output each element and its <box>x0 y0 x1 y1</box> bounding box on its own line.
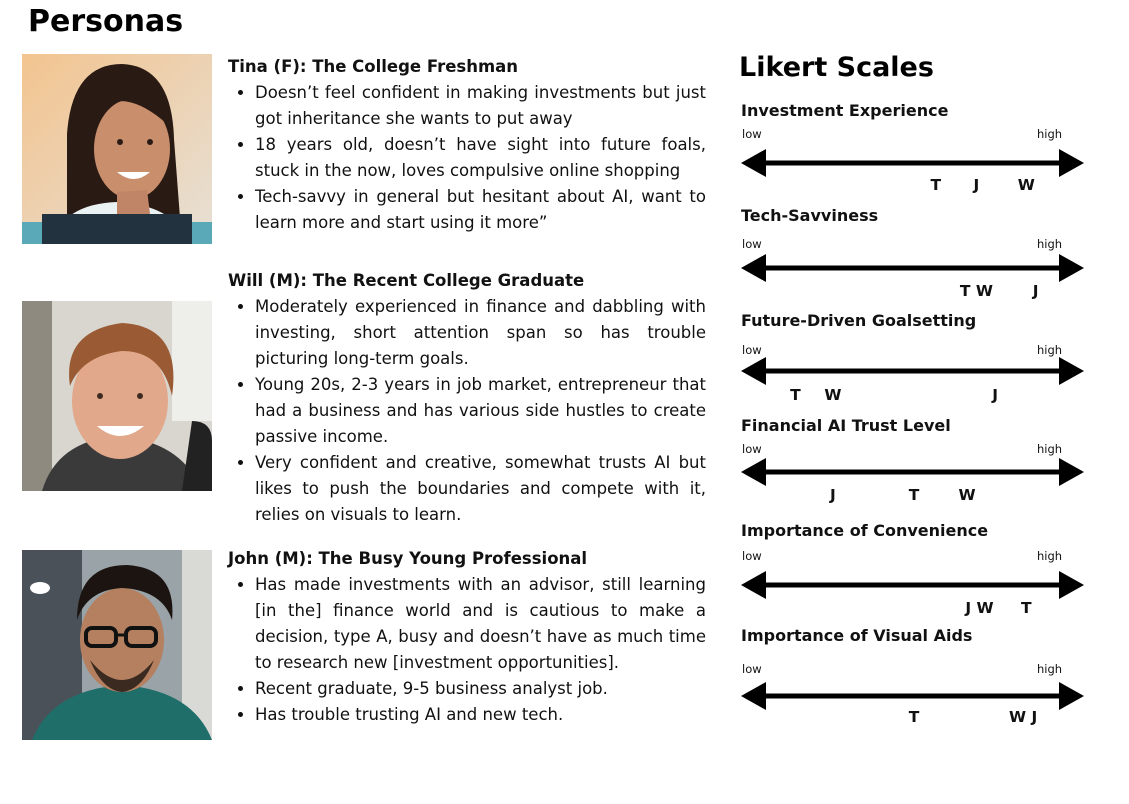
scale-label: Importance of Convenience <box>741 521 989 540</box>
scale-high-label: high <box>1037 127 1063 141</box>
arrow-left-icon <box>741 149 766 177</box>
arrow-right-icon <box>1059 149 1084 177</box>
persona-photo-will <box>22 301 212 491</box>
scale-marker: J W <box>965 599 994 617</box>
scale-high-label: high <box>1037 343 1063 357</box>
arrow-right-icon <box>1059 357 1084 385</box>
persona-bullet: • Has made investments with an advisor, still learning [in the] finance world and is cautious to make a decision, type A, busy and doesn’t have as much time to research new [investment opportunities]. <box>255 572 706 676</box>
persona-photo-john <box>22 550 212 740</box>
scale-high-label: high <box>1037 237 1063 251</box>
persona-bullet: • Moderately experienced in finance and dabbling with investing, short attention span so has trouble picturing long-term goals. <box>255 294 706 372</box>
scale-marker: W <box>824 386 842 404</box>
persona-bullet: • Doesn’t feel confident in making investments but just got inheritance she wants to put away <box>255 80 706 132</box>
persona-heading: Tina (F): The College Freshman <box>228 57 519 76</box>
scale-marker: W <box>1017 176 1035 194</box>
arrow-left-icon <box>741 682 766 710</box>
scale-arrow <box>740 565 1090 605</box>
likert-scale <box>740 101 1090 201</box>
persona-bullet: • 18 years old, doesn’t have sight into future foals, stuck in the now, loves compulsive online shopping <box>255 132 706 184</box>
persona-bullet-list <box>228 294 706 528</box>
scale-low-label: low <box>742 662 762 676</box>
scale-marker: T W <box>959 282 993 300</box>
likert-scale <box>740 521 1090 621</box>
persona-bullet: • Recent graduate, 9-5 business analyst job. <box>255 676 706 702</box>
persona-john <box>228 548 706 728</box>
scale-low-label: low <box>742 237 762 251</box>
scale-marker: T <box>930 176 942 194</box>
likert-scale <box>740 416 1090 516</box>
arrow-left-icon <box>741 357 766 385</box>
scale-arrow <box>740 351 1090 391</box>
likert-scale <box>740 206 1090 306</box>
likert-scale <box>740 626 1090 726</box>
page-title: Personas <box>28 4 184 39</box>
arrow-left-icon <box>741 571 766 599</box>
scale-marker: J <box>829 486 836 504</box>
scale-marker: T <box>790 386 801 404</box>
persona-heading: John (M): The Busy Young Professional <box>228 549 588 568</box>
scale-marker: W <box>958 486 976 504</box>
scale-label: Financial AI Trust Level <box>741 416 951 435</box>
scale-marker: W J <box>1009 708 1038 726</box>
arrow-right-icon <box>1059 458 1084 486</box>
arrow-right-icon <box>1059 682 1084 710</box>
persona-will <box>228 270 706 528</box>
scale-low-label: low <box>742 343 762 357</box>
arrow-left-icon <box>741 458 766 486</box>
persona-heading: Will (M): The Recent College Graduate <box>228 271 585 290</box>
scale-marker: T <box>908 486 920 504</box>
likert-title: Likert Scales <box>739 52 934 83</box>
scale-label: Investment Experience <box>741 101 949 120</box>
scale-high-label: high <box>1037 662 1063 676</box>
scale-label: Future-Driven Goalsetting <box>741 311 977 330</box>
scale-label: Importance of Visual Aids <box>741 626 973 645</box>
arrow-left-icon <box>741 254 766 282</box>
scale-marker: J <box>1032 282 1039 300</box>
scale-low-label: low <box>742 442 762 456</box>
persona-bullet-list <box>228 80 706 236</box>
scale-marker: J <box>992 386 998 404</box>
persona-tina <box>228 56 706 236</box>
scale-marker: T <box>908 708 920 726</box>
scale-marker: J <box>973 176 980 194</box>
persona-photo-tina <box>22 54 212 244</box>
persona-bullet: • Very confident and creative, somewhat trusts AI but likes to push the boundaries and compete with it, relies on visuals to learn. <box>255 450 706 528</box>
scale-high-label: high <box>1037 549 1063 563</box>
likert-scale <box>740 311 1090 411</box>
persona-bullet-list <box>228 572 706 728</box>
scale-marker: T <box>1021 599 1032 617</box>
scale-label: Tech-Savviness <box>741 206 879 225</box>
persona-bullet: • Young 20s, 2-3 years in job market, entrepreneur that had a business and has various side hustles to create passive income. <box>255 372 706 450</box>
scale-low-label: low <box>742 127 762 141</box>
persona-bullet: • Has trouble trusting AI and new tech. <box>255 702 706 728</box>
scale-arrow <box>740 143 1090 183</box>
arrow-right-icon <box>1059 254 1084 282</box>
scale-low-label: low <box>742 549 762 563</box>
arrow-right-icon <box>1059 571 1084 599</box>
scale-high-label: high <box>1037 442 1063 456</box>
persona-bullet: • Tech-savvy in general but hesitant about AI, want to learn more and start using it more” <box>255 184 706 236</box>
